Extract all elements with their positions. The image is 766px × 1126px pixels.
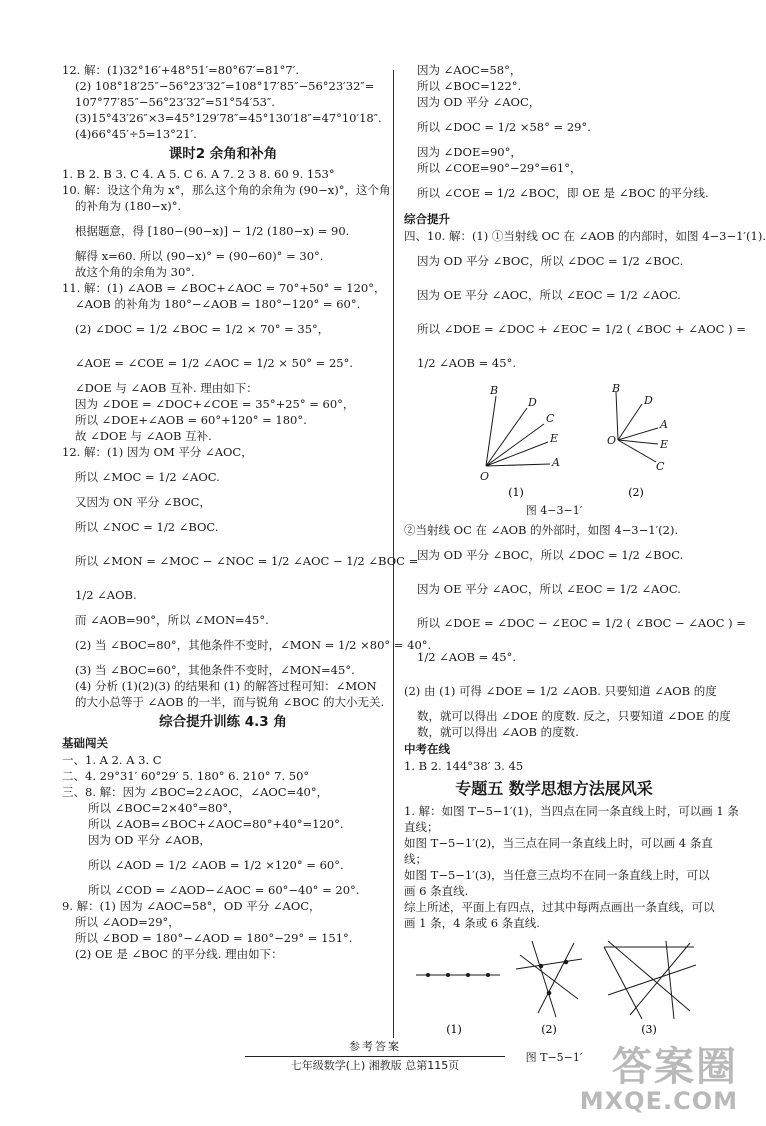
q11-line: 所以 ∠DOE+∠AOB = 60°+120° = 180°. — [75, 413, 307, 427]
fig1-sub2: (2) — [628, 486, 644, 499]
label-a: A — [552, 456, 560, 469]
q12b-line: (2) 当 ∠BOC=80°，其他条件不变时，∠MON = 1/2 ×80° = 40°. — [75, 638, 432, 652]
q10-line: 10. 解：设这个角为 x°，那么这个角的余角为 (90−x)°，这个角 — [62, 183, 391, 197]
angle-figures — [404, 384, 704, 500]
basic-answers: 二、4. 29°31′ 60°29′ 5. 180° 6. 210° 7. 50° — [62, 769, 310, 783]
q12b-line: 所以 ∠MOC = 1/2 ∠AOC. — [75, 470, 220, 484]
fig2-sub3: (3) — [641, 1022, 657, 1036]
label-a: A — [660, 418, 668, 431]
section-heading: 综合提升训练 4.3 角 — [159, 714, 287, 730]
watermark-url: MXQE.COM — [579, 1087, 738, 1115]
lines-figure-3 — [604, 941, 696, 1019]
q9-line: 所以 ∠BOD = 180°−∠AOD = 180°−29° = 151°. — [75, 931, 353, 945]
q12-line: 107°77′85″−56°23′32″=51°54′53″. — [75, 95, 275, 109]
q12b-line: 而 ∠AOB=90°，所以 ∠MON=45°. — [75, 613, 269, 627]
figure-caption: 图 T−5−1′ — [525, 1050, 583, 1064]
q10b-line: 数，就可以得出 ∠AOB 的度数. — [417, 724, 579, 739]
q10-line: 的补角为 (180−x)°. — [75, 199, 182, 213]
q10b-line: 数，就可以得出 ∠DOE 的度数. 反之，只要知道 ∠DOE 的度 — [417, 708, 731, 723]
q10b-line: 所以 ∠DOE = ∠DOC − ∠EOC = 1/2 ( ∠BOC − ∠AOC ) = — [417, 615, 746, 630]
q8-line: 所以 ∠AOD = 1/2 ∠AOB = 1/2 ×120° = 60°. — [88, 858, 344, 872]
q12b-line: 1/2 ∠AOB. — [75, 588, 137, 602]
q9-cont-line: 所以 ∠DOC = 1/2 ×58° = 29°. — [417, 120, 591, 134]
q10-line: 故这个角的余角为 30°. — [75, 265, 195, 279]
label-c: C — [546, 412, 555, 425]
q10-equation: 根据题意，得 [180−(90−x)] − 1/2 (180−x) = 90. — [75, 224, 350, 238]
q8-line: 所以 ∠BOC=2×40°=80°， — [88, 801, 240, 815]
q12b-line: 所以 ∠NOC = 1/2 ∠BOC. — [75, 520, 219, 534]
label-b: B — [490, 384, 499, 397]
q11-line: 11. 解：(1) ∠AOB = ∠BOC+∠AOC = 70°+50° = 120°， — [62, 281, 386, 295]
q8-line: 所以 ∠AOB=∠BOC+∠AOC=80°+40°=120°. — [88, 817, 344, 831]
exam-label: 中考在线 — [404, 741, 450, 756]
fig2-sub2: (2) — [541, 1022, 557, 1036]
q12b-line: 又因为 ON 平分 ∠BOC， — [75, 495, 211, 509]
q9-cont-line: 因为 ∠DOE=90°， — [417, 145, 522, 159]
topic-line: 综上所述，平面上有四点，过其中每两点画出一条直线，可以 — [404, 899, 715, 914]
fig1-sub1: (1) — [508, 486, 524, 499]
q12-title: 12. 解：(1)32°16′+48°51′=80°67′=81°7′. — [62, 63, 299, 77]
q10-line: 解得 x=60. 所以 (90−x)° = (90−60)° = 30°. — [75, 249, 324, 263]
q9-cont-line: 所以 ∠COE = 1/2 ∠BOC，即 OE 是 ∠BOC 的平分线. — [417, 186, 709, 200]
angle-figure-1 — [486, 396, 550, 466]
q9-cont-line: 因为 ∠AOC=58°， — [417, 63, 522, 77]
label-c: C — [656, 460, 665, 473]
q12b-line: 12. 解：(1) 因为 OM 平分 ∠AOC， — [62, 445, 253, 459]
label-e: E — [550, 432, 559, 445]
q12-line: (2) 108°18′25″−56°23′32″=108°17′85″−56°23′32″= — [75, 79, 375, 93]
q12-line: (4)66°45′÷5=13°21′. — [75, 127, 197, 141]
label-d: D — [644, 394, 653, 407]
q9-cont-line: 所以 ∠BOC=122°. — [417, 79, 522, 93]
q11-line: 因为 ∠DOE = ∠DOC+∠COE = 35°+25° = 60°， — [75, 397, 355, 411]
lines-figure-2 — [516, 941, 582, 1017]
label-o: O — [480, 470, 490, 483]
label-e: E — [660, 438, 669, 451]
q9-line: 所以 ∠AOD=29°， — [75, 915, 180, 929]
figure-4-3-1 — [404, 384, 704, 518]
q12b-line: (3) 当 ∠BOC=60°，其他条件不变时，∠MON=45°. — [75, 663, 355, 677]
watermark-logo-text: 答案圈 — [612, 1044, 738, 1090]
label-d: D — [528, 396, 537, 409]
line-figures — [404, 935, 704, 1047]
q9-cont-line: 所以 ∠COE=90°−29°=61°， — [417, 161, 582, 175]
q10b-line: 因为 OD 平分 ∠BOC，所以 ∠DOC = 1/2 ∠BOC. — [417, 547, 684, 562]
q12-line: (3)15°43′26″×3=45°129′78″=45°130′18″=47°10′18″. — [75, 111, 382, 125]
q10b-line: 因为 OE 平分 ∠AOC，所以 ∠EOC = 1/2 ∠AOC. — [417, 581, 681, 596]
q12b-line: 所以 ∠MON = ∠MOC − ∠NOC = 1/2 ∠AOC − 1/2 ∠BOC = — [75, 554, 419, 568]
q10b-line: 因为 OE 平分 ∠AOC，所以 ∠EOC = 1/2 ∠AOC. — [417, 288, 681, 302]
figure-caption: 图 4−3−1′ — [525, 503, 583, 517]
q8-line: 三、8. 解：因为 ∠BOC=2∠AOC，∠AOC=40°， — [62, 785, 329, 799]
q10b-line: (2) 由 (1) 可得 ∠DOE = 1/2 ∠AOB. 只要知道 ∠AOB 的度 — [404, 683, 717, 698]
topic-line: 如图 T−5−1′(3)，当任意三点均不在同一条直线上时，可以 — [404, 867, 710, 882]
q11-line: ∠DOE 与 ∠AOB 互补. 理由如下： — [75, 381, 258, 395]
q11-line: ∠AOE = ∠COE = 1/2 ∠AOC = 1/2 × 50° = 25°. — [75, 356, 354, 370]
footer-rule — [245, 1056, 505, 1057]
q9-cont-line: 因为 OD 平分 ∠AOC， — [417, 95, 541, 109]
watermark — [580, 1046, 738, 1114]
q11-line: (2) ∠DOC = 1/2 ∠BOC = 1/2 × 70° = 35°， — [75, 322, 330, 336]
exam-answers: 1. B 2. 144°38′ 3. 45 — [404, 758, 524, 773]
topic-line: 直线； — [404, 819, 439, 834]
q10b-line: 因为 OD 平分 ∠BOC，所以 ∠DOC = 1/2 ∠BOC. — [417, 254, 684, 268]
label-b: B — [612, 382, 621, 395]
q12b-line: 的大小总等于 ∠AOB 的一半，而与锐角 ∠BOC 的大小无关. — [75, 695, 385, 709]
basic-answers: 一、1. A 2. A 3. C — [62, 753, 162, 767]
q11-line: 故 ∠DOE 与 ∠AOB 互补. — [75, 429, 212, 443]
topic-line: 如图 T−5−1′(2)，当三点在同一条直线上时，可以画 4 条直 — [404, 835, 713, 850]
comprehensive-label: 综合提升 — [404, 212, 450, 226]
q10b-line: 所以 ∠DOE = ∠DOC + ∠EOC = 1/2 ( ∠BOC + ∠AOC ) = — [417, 322, 746, 336]
topic-line: 1. 解：如图 T−5−1′(1)，当四点在同一条直线上时，可以画 1 条 — [404, 803, 739, 818]
topic-line: 画 6 条直线. — [404, 883, 469, 898]
q11-line: ∠AOB 的补角为 180°−∠AOB = 180°−120° = 60°. — [75, 297, 361, 311]
topic-heading: 专题五 数学思想方法展风采 — [455, 778, 653, 798]
label-o: O — [607, 434, 617, 447]
q8-line: 所以 ∠COD = ∠AOD−∠AOC = 60°−40° = 20°. — [88, 883, 360, 897]
lines-figure-1 — [416, 973, 500, 977]
lesson-2-heading: 课时2 余角和补角 — [168, 146, 278, 162]
q9-line: 9. 解：(1) 因为 ∠AOC=58°，OD 平分 ∠AOC， — [62, 899, 321, 913]
fig2-sub1: (1) — [446, 1022, 462, 1036]
q8-line: 因为 OD 平分 ∠AOB， — [88, 833, 211, 847]
q9-line: (2) OE 是 ∠BOC 的平分线. 理由如下： — [75, 947, 283, 961]
multiple-choice-answers: 1. B 2. B 3. C 4. A 5. C 6. A 7. 2 3 8. 60 9. 153° — [62, 167, 335, 181]
q10b-line: 1/2 ∠AOB = 45°. — [417, 649, 516, 664]
topic-line: 画 1 条，4 条或 6 条直线. — [404, 915, 540, 930]
q10b-line: 1/2 ∠AOB = 45°. — [417, 356, 516, 370]
basic-label: 基础闯关 — [62, 736, 108, 750]
q12b-line: (4) 分析 (1)(2)(3) 的结果和 (1) 的解答过程可知：∠MON — [75, 679, 377, 693]
footer-info: 七年级数学(上) 湘教版 总第115页 — [290, 1059, 460, 1073]
q10b-line: ②当射线 OC 在 ∠AOB 的外部时，如图 4−3−1′(2). — [404, 522, 679, 537]
topic-line: 线； — [404, 851, 427, 866]
footer-title: 参考答案 — [349, 1040, 401, 1053]
q10b-line: 四、10. 解：(1) ①当射线 OC 在 ∠AOB 的内部时，如图 4−3−1′(1). — [404, 229, 766, 243]
